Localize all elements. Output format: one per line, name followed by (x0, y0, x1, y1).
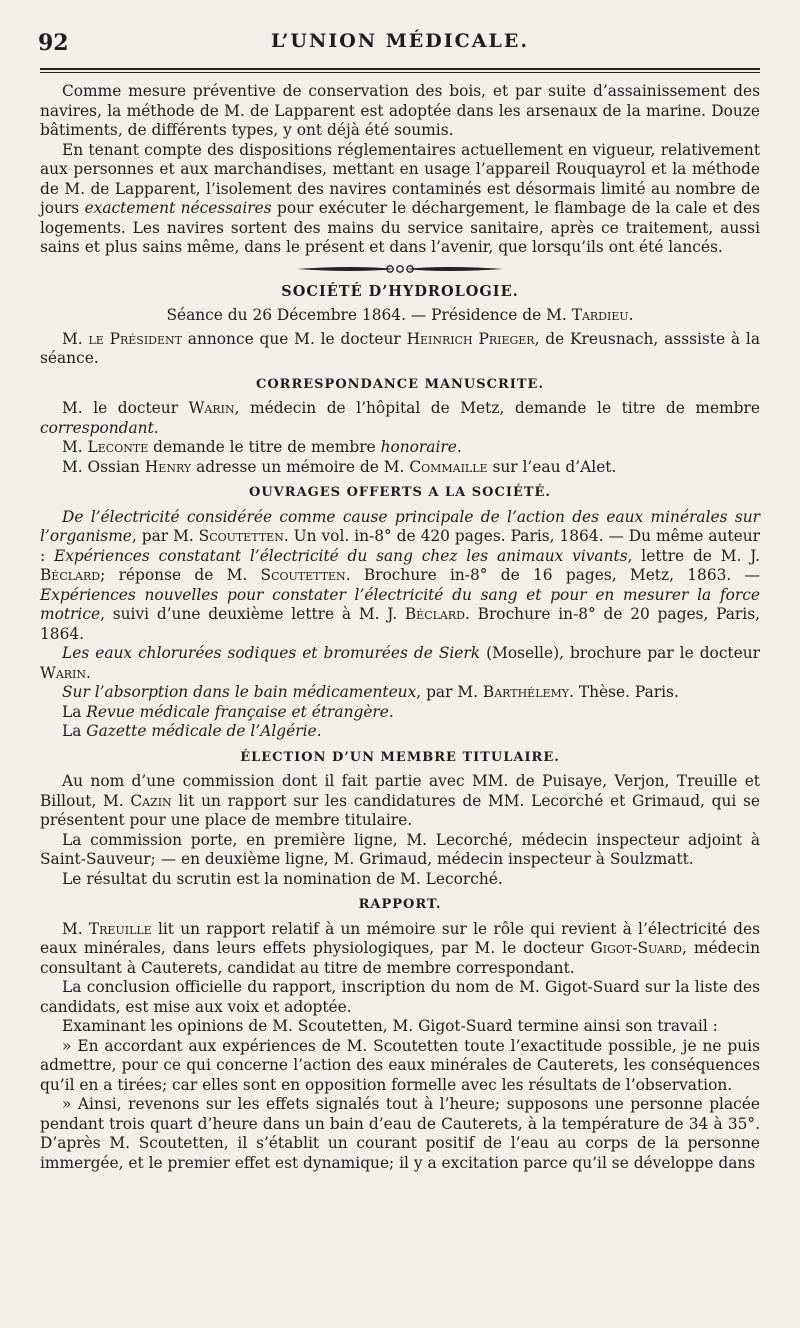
corr-line-2: M. Leconte demande le titre de membre honoraire. (62, 438, 462, 456)
heading-works: OUVRAGES OFFERTS A LA SOCIÉTÉ. (249, 485, 551, 500)
work-item-2: Les eaux chlorurées sodiques et bromurées de Sierk (Moselle), brochure par le docteur Warin. (40, 644, 760, 682)
running-title: L’UNION MÉDICALE. (271, 30, 529, 52)
corr-line-3: M. Ossian Henry adresse un mémoire de M. Commaille sur l’eau d’Alet. (62, 457, 617, 476)
intro-paragraph-1: Comme mesure préventive de conservation des bois, et par suite d’assainissement des navires, la méthode de M. de Lapparent est adoptée dans les arsenaux de la marine. Douze bâtiments, de différents types, y ont déjà été soumis. (40, 82, 760, 139)
work-item-5: La Gazette médicale de l’Algérie. (62, 722, 322, 740)
election-paragraph-2: La commission porte, en première ligne, M. Lecorché, médecin inspecteur adjoint à Saint-Sauveur; — en deuxième ligne, M. Grimaud, médecin inspecteur à Soulzmatt. (40, 830, 760, 868)
heading-correspondance: CORRESPONDANCE MANUSCRITE. (255, 376, 544, 392)
work-item-4: La Revue médicale française et étrangère. (62, 702, 394, 721)
corr-line-1: M. le docteur Warin, médecin de l’hôpital de Metz, demande le titre de membre correspondant. (40, 399, 760, 437)
election-paragraph-3: Le résultat du scrutin est la nomination de M. Lecorché. (62, 869, 503, 888)
report-paragraph-1: M. Treuille lit un rapport relatif à un mémoire sur le rôle qui revient à l’électricité des eaux minérales, dans leurs effets physiologiques, par M. le docteur Gigot-Suard, médecin consultant à Cauterets, candidat au titre de membre correspondant. (40, 919, 760, 977)
president-announcement: M. le Président annonce que M. le docteur Heinrich Prieger, de Kreusnach, asssiste à la séance. (40, 329, 761, 367)
report-quote-2: » Ainsi, revenons sur les effets signalés tout à l’heure; supposons une personne placée pendant trois quart d’heure dans un bain d’eau de Cauterets, à la température de 34 à 35°. D’après M. Scoutetten, il s’établit un courant positif de l’eau au corps de la personne immergée, et le premier effet est dynamique; il y a excitation parce qu’il se développe dans (40, 1095, 760, 1172)
seance-line: Séance du 26 Décembre 1864. — Présidence de M. Tardieu. (166, 306, 634, 324)
intro-paragraph-2: En tenant compte des dispositions réglementaires actuellement en vigueur, relativement aux personnes et aux marchandises, mettant en usage l’appareil Rouquayrol et la méthode de M. de Lapparent, l’isolement des navires contaminés est désormais limité au nombre de jours exactement nécessaires pour exécuter le déchargement, le flambage de la cale et des logements. Les navires sortent des mains du service sanitaire, après ce traitement, aussi sains et plus sains même, dans le présent et dans l’avenir, que lorsqu’ils ont été lancés. (40, 140, 760, 256)
work-item-3: Sur l’absorption dans le bain médicamenteux, par M. Barthélemy. Thèse. Paris. (62, 683, 679, 701)
header-rule-thin (40, 72, 760, 73)
work-item-1: De l’électricité considérée comme cause principale de l’action des eaux minérales sur l’organisme, par M. Scoutetten. Un vol. in-8° de 420 pages. Paris, 1864. — Du même auteur : Expériences constatant l’électricité du sang chez les animaux vivants, lettre de M. J. Béclard; réponse de M. Scoutetten. Brochure in-8° de 16 pages, Metz, 1863. — Expériences nouvelles pour constater l’électricité du sang et pour en mesurer la force motrice, suivi d’une deuxième lettre à M. J. Béclard. Brochure in-8° de 20 pages, Paris, 1864. (40, 507, 761, 643)
report-paragraph-3: Examinant les opinions de M. Scoutetten, M. Gigot-Suard termine ainsi son travail : (62, 1017, 718, 1035)
ornament-divider (40, 263, 760, 275)
page-header (38, 30, 762, 60)
header-rule (40, 68, 760, 70)
report-quote-1: » En accordant aux expériences de M. Scoutetten toute l’exactitude possible, je ne puis admettre, pour ce qui concerne l’action des eaux minérales de Cauterets, les conséquences qu’il en a tirées; car elles sont en opposition formelle avec les résultats de l’observation. (40, 1036, 760, 1094)
heading-report: RAPPORT. (358, 897, 442, 912)
report-paragraph-2: La conclusion officielle du rapport, inscription du nom de M. Gigot-Suard sur la liste des candidats, est mise aux voix et adoptée. (40, 978, 760, 1016)
section-title-society: SOCIÉTÉ D’HYDROLOGIE. (281, 282, 519, 300)
heading-election: ÉLECTION D’UN MEMBRE TITULAIRE. (240, 749, 560, 765)
election-paragraph-1: Au nom d’une commission dont il fait partie avec MM. de Puisaye, Verjon, Treuille et Billout, M. Cazin lit un rapport sur les candidatures de MM. Lecorché et Grimaud, qui se présentent pour une place de membre titulaire. (40, 772, 760, 829)
page-number: 92 (38, 30, 69, 56)
article-body (40, 82, 760, 1173)
